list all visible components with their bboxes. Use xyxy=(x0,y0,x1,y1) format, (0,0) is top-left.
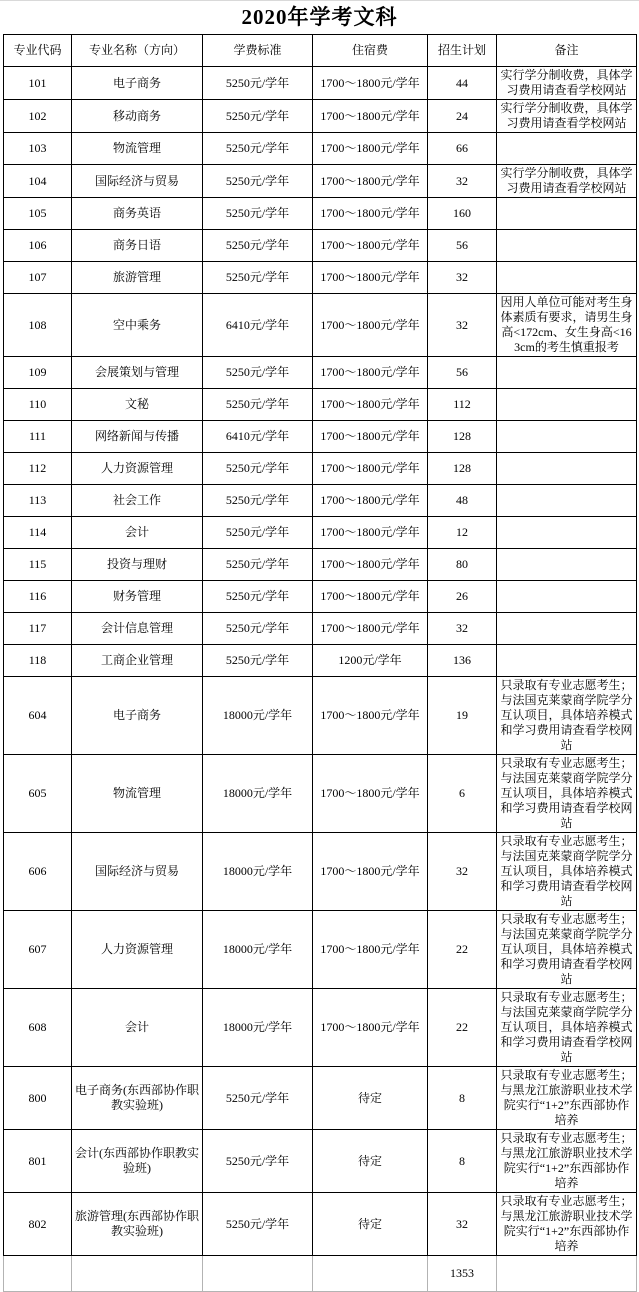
major-name-cell: 旅游管理(东西部协作职教实验班) xyxy=(72,1193,203,1256)
major-code-cell: 105 xyxy=(4,198,72,230)
major-code-cell: 108 xyxy=(4,294,72,357)
plan-cell: 22 xyxy=(428,911,497,989)
total-tuition-cell xyxy=(203,1256,313,1292)
table-row xyxy=(4,1067,637,1130)
major-code-cell: 605 xyxy=(4,755,72,833)
remark-cell: 实行学分制收费，具体学习费用请查看学校网站 xyxy=(497,100,637,133)
remark-cell xyxy=(497,613,637,645)
accommodation-cell: 1700～1800元/学年 xyxy=(313,517,428,549)
accommodation-cell: 1700～1800元/学年 xyxy=(313,133,428,165)
major-name-cell: 物流管理 xyxy=(72,133,203,165)
plan-cell: 128 xyxy=(428,453,497,485)
plan-cell: 32 xyxy=(428,833,497,911)
accommodation-cell: 1700～1800元/学年 xyxy=(313,911,428,989)
plan-cell: 32 xyxy=(428,613,497,645)
column-header-major-name: 专业名称（方向） xyxy=(72,35,203,67)
remark-cell: 只录取有专业志愿考生；与黑龙江旅游职业技术学院实行“1+2”东西部协作培养 xyxy=(497,1193,637,1256)
table-row xyxy=(4,262,637,294)
major-code-cell: 109 xyxy=(4,357,72,389)
tuition-cell: 5250元/学年 xyxy=(203,581,313,613)
remark-cell xyxy=(497,198,637,230)
accommodation-cell: 1700～1800元/学年 xyxy=(313,677,428,755)
major-name-cell: 网络新闻与传播 xyxy=(72,421,203,453)
accommodation-cell: 1700～1800元/学年 xyxy=(313,357,428,389)
table-row xyxy=(4,645,637,677)
accommodation-cell: 1700～1800元/学年 xyxy=(313,389,428,421)
major-name-cell: 工商企业管理 xyxy=(72,645,203,677)
accommodation-cell: 待定 xyxy=(313,1193,428,1256)
tuition-cell: 5250元/学年 xyxy=(203,165,313,198)
column-header-plan: 招生计划 xyxy=(428,35,497,67)
major-name-cell: 会展策划与管理 xyxy=(72,357,203,389)
remark-cell: 只录取有专业志愿考生；与黑龙江旅游职业技术学院实行“1+2”东西部协作培养 xyxy=(497,1130,637,1193)
tuition-cell: 18000元/学年 xyxy=(203,677,313,755)
remark-cell xyxy=(497,133,637,165)
major-name-cell: 空中乘务 xyxy=(72,294,203,357)
plan-cell: 32 xyxy=(428,262,497,294)
major-name-cell: 国际经济与贸易 xyxy=(72,833,203,911)
plan-cell: 26 xyxy=(428,581,497,613)
plan-cell: 12 xyxy=(428,517,497,549)
major-code-cell: 604 xyxy=(4,677,72,755)
tuition-cell: 5250元/学年 xyxy=(203,613,313,645)
major-code-cell: 802 xyxy=(4,1193,72,1256)
table-row xyxy=(4,100,637,133)
major-name-cell: 人力资源管理 xyxy=(72,453,203,485)
plan-cell: 6 xyxy=(428,755,497,833)
table-row xyxy=(4,989,637,1067)
table-body xyxy=(4,67,637,1256)
table-header-row xyxy=(4,35,637,67)
total-code-cell xyxy=(4,1256,72,1292)
major-code-cell: 112 xyxy=(4,453,72,485)
tuition-cell: 5250元/学年 xyxy=(203,100,313,133)
admission-plan-table xyxy=(3,34,637,1292)
major-name-cell: 电子商务(东西部协作职教实验班) xyxy=(72,1067,203,1130)
plan-cell: 32 xyxy=(428,1193,497,1256)
major-name-cell: 会计(东西部协作职教实验班) xyxy=(72,1130,203,1193)
major-code-cell: 104 xyxy=(4,165,72,198)
major-name-cell: 国际经济与贸易 xyxy=(72,165,203,198)
remark-cell xyxy=(497,357,637,389)
major-name-cell: 电子商务 xyxy=(72,67,203,100)
table-row xyxy=(4,613,637,645)
column-header-tuition: 学费标准 xyxy=(203,35,313,67)
plan-cell: 48 xyxy=(428,485,497,517)
accommodation-cell: 1200元/学年 xyxy=(313,645,428,677)
remark-cell xyxy=(497,549,637,581)
table-row xyxy=(4,833,637,911)
plan-cell: 32 xyxy=(428,294,497,357)
major-code-cell: 801 xyxy=(4,1130,72,1193)
plan-cell: 160 xyxy=(428,198,497,230)
table-row xyxy=(4,294,637,357)
major-name-cell: 会计 xyxy=(72,517,203,549)
major-name-cell: 文秘 xyxy=(72,389,203,421)
plan-cell: 8 xyxy=(428,1130,497,1193)
plan-cell: 136 xyxy=(428,645,497,677)
column-header-remark: 备注 xyxy=(497,35,637,67)
tuition-cell: 5250元/学年 xyxy=(203,453,313,485)
tuition-cell: 5250元/学年 xyxy=(203,1130,313,1193)
table-row xyxy=(4,198,637,230)
tuition-cell: 5250元/学年 xyxy=(203,485,313,517)
tuition-cell: 5250元/学年 xyxy=(203,389,313,421)
tuition-cell: 5250元/学年 xyxy=(203,67,313,100)
total-accommodation-cell xyxy=(313,1256,428,1292)
table-row xyxy=(4,517,637,549)
tuition-cell: 5250元/学年 xyxy=(203,517,313,549)
major-code-cell: 103 xyxy=(4,133,72,165)
major-name-cell: 财务管理 xyxy=(72,581,203,613)
remark-cell xyxy=(497,645,637,677)
tuition-cell: 18000元/学年 xyxy=(203,911,313,989)
plan-cell: 19 xyxy=(428,677,497,755)
major-name-cell: 移动商务 xyxy=(72,100,203,133)
accommodation-cell: 1700～1800元/学年 xyxy=(313,453,428,485)
plan-cell: 80 xyxy=(428,549,497,581)
total-plan-value: 1353 xyxy=(428,1256,497,1292)
remark-cell: 只录取有专业志愿考生；与黑龙江旅游职业技术学院实行“1+2”东西部协作培养 xyxy=(497,1067,637,1130)
major-code-cell: 101 xyxy=(4,67,72,100)
major-code-cell: 115 xyxy=(4,549,72,581)
tuition-cell: 5250元/学年 xyxy=(203,645,313,677)
major-code-cell: 110 xyxy=(4,389,72,421)
tuition-cell: 18000元/学年 xyxy=(203,755,313,833)
accommodation-cell: 1700～1800元/学年 xyxy=(313,421,428,453)
remark-cell: 只录取有专业志愿考生；与法国克莱蒙商学院学分互认项目，具体培养模式和学习费用请查看学校网站 xyxy=(497,755,637,833)
major-name-cell: 电子商务 xyxy=(72,677,203,755)
remark-cell xyxy=(497,453,637,485)
plan-cell: 32 xyxy=(428,165,497,198)
remark-cell xyxy=(497,230,637,262)
tuition-cell: 5250元/学年 xyxy=(203,230,313,262)
tuition-cell: 5250元/学年 xyxy=(203,198,313,230)
total-row xyxy=(4,1256,637,1292)
accommodation-cell: 1700～1800元/学年 xyxy=(313,581,428,613)
plan-cell: 66 xyxy=(428,133,497,165)
remark-cell xyxy=(497,389,637,421)
major-code-cell: 117 xyxy=(4,613,72,645)
accommodation-cell: 1700～1800元/学年 xyxy=(313,755,428,833)
total-major-cell xyxy=(72,1256,203,1292)
accommodation-cell: 待定 xyxy=(313,1067,428,1130)
remark-cell xyxy=(497,421,637,453)
major-code-cell: 107 xyxy=(4,262,72,294)
remark-cell: 只录取有专业志愿考生；与法国克莱蒙商学院学分互认项目，具体培养模式和学习费用请查看学校网站 xyxy=(497,989,637,1067)
remark-cell: 只录取有专业志愿考生；与法国克莱蒙商学院学分互认项目，具体培养模式和学习费用请查看学校网站 xyxy=(497,833,637,911)
remark-cell xyxy=(497,581,637,613)
remark-cell: 实行学分制收费，具体学习费用请查看学校网站 xyxy=(497,165,637,198)
table-row xyxy=(4,549,637,581)
major-name-cell: 旅游管理 xyxy=(72,262,203,294)
plan-cell: 56 xyxy=(428,230,497,262)
remark-cell xyxy=(497,517,637,549)
major-name-cell: 社会工作 xyxy=(72,485,203,517)
remark-cell: 只录取有专业志愿考生；与法国克莱蒙商学院学分互认项目，具体培养模式和学习费用请查看学校网站 xyxy=(497,677,637,755)
major-code-cell: 114 xyxy=(4,517,72,549)
table-row xyxy=(4,453,637,485)
major-name-cell: 商务日语 xyxy=(72,230,203,262)
remark-cell xyxy=(497,262,637,294)
table-row xyxy=(4,230,637,262)
major-code-cell: 106 xyxy=(4,230,72,262)
remark-cell: 实行学分制收费，具体学习费用请查看学校网站 xyxy=(497,67,637,100)
accommodation-cell: 1700～1800元/学年 xyxy=(313,230,428,262)
total-remark-cell xyxy=(497,1256,637,1292)
table-row xyxy=(4,485,637,517)
major-code-cell: 116 xyxy=(4,581,72,613)
plan-cell: 128 xyxy=(428,421,497,453)
accommodation-cell: 1700～1800元/学年 xyxy=(313,165,428,198)
major-name-cell: 会计信息管理 xyxy=(72,613,203,645)
tuition-cell: 5250元/学年 xyxy=(203,549,313,581)
plan-cell: 44 xyxy=(428,67,497,100)
major-name-cell: 会计 xyxy=(72,989,203,1067)
page-title: 2020年学考文科 xyxy=(241,5,398,29)
plan-cell: 8 xyxy=(428,1067,497,1130)
plan-cell: 112 xyxy=(428,389,497,421)
table-row xyxy=(4,755,637,833)
table-row xyxy=(4,67,637,100)
major-name-cell: 人力资源管理 xyxy=(72,911,203,989)
tuition-cell: 5250元/学年 xyxy=(203,133,313,165)
major-code-cell: 800 xyxy=(4,1067,72,1130)
remark-cell xyxy=(497,485,637,517)
table-row xyxy=(4,677,637,755)
accommodation-cell: 1700～1800元/学年 xyxy=(313,989,428,1067)
accommodation-cell: 1700～1800元/学年 xyxy=(313,549,428,581)
tuition-cell: 6410元/学年 xyxy=(203,294,313,357)
major-code-cell: 111 xyxy=(4,421,72,453)
table-row xyxy=(4,165,637,198)
table-row xyxy=(4,357,637,389)
tuition-cell: 5250元/学年 xyxy=(203,1067,313,1130)
tuition-cell: 5250元/学年 xyxy=(203,357,313,389)
table-row xyxy=(4,1193,637,1256)
major-code-cell: 118 xyxy=(4,645,72,677)
table-row xyxy=(4,389,637,421)
accommodation-cell: 1700～1800元/学年 xyxy=(313,100,428,133)
major-code-cell: 608 xyxy=(4,989,72,1067)
major-name-cell: 物流管理 xyxy=(72,755,203,833)
accommodation-cell: 1700～1800元/学年 xyxy=(313,262,428,294)
major-code-cell: 113 xyxy=(4,485,72,517)
tuition-cell: 18000元/学年 xyxy=(203,989,313,1067)
column-header-accommodation: 住宿费 xyxy=(313,35,428,67)
table-row xyxy=(4,421,637,453)
accommodation-cell: 1700～1800元/学年 xyxy=(313,485,428,517)
table-row xyxy=(4,911,637,989)
accommodation-cell: 待定 xyxy=(313,1130,428,1193)
accommodation-cell: 1700～1800元/学年 xyxy=(313,294,428,357)
table-row xyxy=(4,581,637,613)
accommodation-cell: 1700～1800元/学年 xyxy=(313,67,428,100)
accommodation-cell: 1700～1800元/学年 xyxy=(313,613,428,645)
major-code-cell: 607 xyxy=(4,911,72,989)
accommodation-cell: 1700～1800元/学年 xyxy=(313,833,428,911)
remark-cell: 因用人单位可能对考生身体素质有要求，请男生身高<172cm、女生身高<163cm的考生慎重报考 xyxy=(497,294,637,357)
plan-cell: 22 xyxy=(428,989,497,1067)
plan-cell: 56 xyxy=(428,357,497,389)
tuition-cell: 5250元/学年 xyxy=(203,1193,313,1256)
major-code-cell: 102 xyxy=(4,100,72,133)
tuition-cell: 18000元/学年 xyxy=(203,833,313,911)
column-header-major-code: 专业代码 xyxy=(4,35,72,67)
plan-cell: 24 xyxy=(428,100,497,133)
tuition-cell: 5250元/学年 xyxy=(203,262,313,294)
tuition-cell: 6410元/学年 xyxy=(203,421,313,453)
table-row xyxy=(4,1130,637,1193)
major-name-cell: 投资与理财 xyxy=(72,549,203,581)
accommodation-cell: 1700～1800元/学年 xyxy=(313,198,428,230)
table-row xyxy=(4,133,637,165)
major-name-cell: 商务英语 xyxy=(72,198,203,230)
remark-cell: 只录取有专业志愿考生；与法国克莱蒙商学院学分互认项目，具体培养模式和学习费用请查看学校网站 xyxy=(497,911,637,989)
major-code-cell: 606 xyxy=(4,833,72,911)
